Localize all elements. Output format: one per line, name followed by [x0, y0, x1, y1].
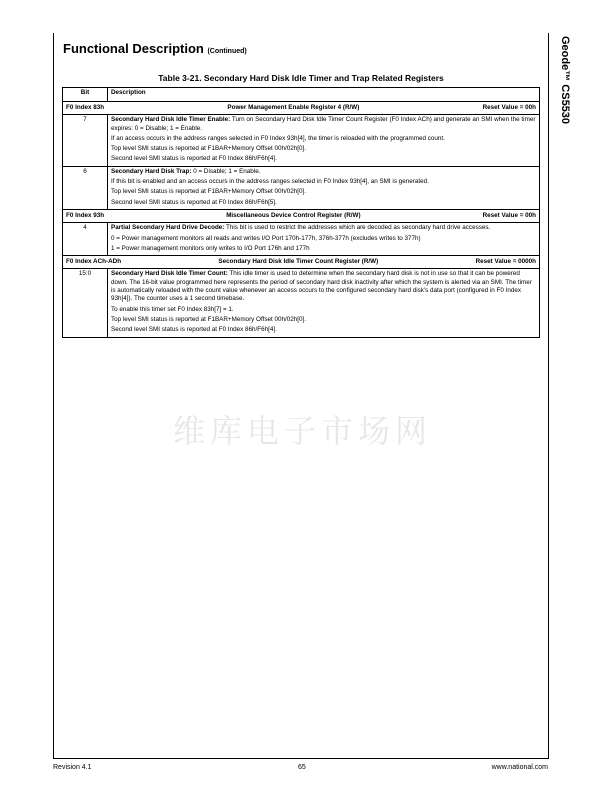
register-header-cell: [63, 209, 540, 222]
bit-description: [108, 115, 540, 166]
bit-description: [108, 223, 540, 256]
table-title: Table 3-21. Secondary Hard Disk Idle Timer and Trap Related Registers: [158, 73, 444, 83]
description-text: If this bit is enabled and an access occurs in the address ranges selected in F0 Index 93h[4], an SMI is generated.: [111, 178, 429, 186]
register-header-cell: [63, 102, 540, 115]
register-name: Secondary Hard Disk Idle Timer Count Register (R/W): [218, 258, 379, 266]
description-paragraph: [111, 235, 536, 243]
description-text: Second level SMI status is reported at F0 Index 86h/F6h[5].: [111, 198, 277, 206]
description-paragraph: [111, 188, 536, 196]
description-text: Second level SMI status is reported at F0 Index 86h/F6h[4].: [111, 155, 277, 163]
register-header-cell: [63, 256, 540, 269]
description-text: This idle timer is used to determine when the secondary hard disk is not in use so that it can be powered down. The 16-bit value programmed here represents the period of secondary hard disk inactivity after which the system is alerted via an SMI. The timer is automatically reloaded with the count value whenever an access occurs to the configured secondary hard disk's data port (configured in F0 Index 93h[4]). The counter uses a 1 second timebase.: [111, 270, 532, 303]
description-text: Turn on Secondary Hard Disk Idle Timer Count Register (F0 Index ACh) and generate an SMI when the timer expires: 0 = Disable; 1 = Enable.: [111, 116, 536, 132]
bit-number: 4: [63, 223, 108, 256]
bit-row: [63, 166, 540, 209]
header-description: Description: [108, 88, 540, 102]
bit-row: [63, 223, 540, 256]
register-table: [62, 87, 540, 338]
header-bit: Bit: [63, 88, 108, 102]
description-paragraph: [111, 168, 536, 176]
register-name: Power Management Enable Register 4 (R/W): [227, 104, 360, 111]
section-continued: (Continued): [207, 48, 247, 55]
description-text: This bit is used to restrict the addresses which are decoded as secondary hard drive accesses.: [224, 224, 491, 232]
description-paragraph: [111, 155, 536, 163]
table-header-row: [63, 88, 540, 102]
watermark: 维库电子市场网: [173, 412, 433, 450]
register-name: Miscellaneous Device Control Register (R/W): [226, 211, 361, 219]
register-header-row: [63, 209, 540, 222]
description-text: 0 = Power management monitors all reads and writes I/O Port 170h-177h, 376h-377h (excludes writes to 377h): [111, 234, 421, 242]
register-header: [66, 104, 536, 112]
register-header-row: [63, 102, 540, 115]
description-paragraph: [111, 245, 536, 253]
bit-number: 7: [63, 115, 108, 166]
bit-number: 6: [63, 166, 108, 209]
section-title: [63, 41, 247, 56]
register-reset-value: Reset Value = 00h: [482, 211, 536, 219]
description-paragraph: [111, 306, 536, 314]
description-paragraph: [111, 199, 536, 207]
bit-description: [108, 166, 540, 209]
register-index: F0 Index ACh-ADh: [66, 258, 122, 266]
bit-row: [63, 115, 540, 166]
bit-field-title: Partial Secondary Hard Drive Decode:: [111, 224, 225, 232]
register-header: [66, 258, 536, 266]
description-text: To enable this timer set F0 Index 83h[7] = 1.: [111, 305, 234, 313]
table-body: [63, 102, 540, 338]
register-index: F0 Index 93h: [66, 211, 105, 219]
description-paragraph: [111, 135, 536, 143]
description-paragraph: [111, 145, 536, 153]
description-paragraph: [111, 326, 536, 334]
description-paragraph: [111, 116, 536, 133]
description-paragraph: [111, 270, 536, 303]
description-text: Top level SMI status is reported at F1BAR+Memory Offset 00h/02h[0].: [111, 315, 307, 323]
description-text: Top level SMI status is reported at F1BAR+Memory Offset 00h/02h[0].: [111, 188, 307, 196]
description-paragraph: [111, 316, 536, 324]
bit-row: [63, 269, 540, 337]
footer-page-number: 65: [298, 764, 306, 771]
description-text: 0 = Disable; 1 = Enable.: [191, 167, 261, 175]
description-paragraph: [111, 178, 536, 186]
footer-website: www.national.com: [491, 764, 548, 771]
section-title-text: Functional Description: [63, 41, 204, 56]
description-text: 1 = Power management monitors only writes to I/O Port 176h and 177h: [111, 244, 310, 252]
register-index: F0 Index 83h: [66, 104, 105, 111]
bit-number: 15:0: [63, 269, 108, 337]
bit-field-title: Secondary Hard Disk Idle Timer Enable:: [111, 116, 231, 124]
side-title-text: Geode™ CS5530: [559, 36, 571, 125]
description-text: Second level SMI status is reported at F0 Index 86h/F6h[4].: [111, 326, 277, 334]
description-paragraph: [111, 224, 536, 232]
register-header: [66, 212, 536, 220]
register-reset-value: Reset Value = 0000h: [475, 258, 536, 266]
footer-revision: Revision 4.1: [53, 764, 92, 771]
description-text: If an access occurs in the address ranges selected in F0 Index 93h[4], the timer is reloaded with the programmed count.: [111, 134, 445, 142]
register-reset-value: Reset Value = 00h: [482, 104, 536, 111]
description-text: Top level SMI status is reported at F1BAR+Memory Offset 00h/02h[0].: [111, 145, 307, 153]
side-title: [555, 36, 573, 206]
bit-field-title: Secondary Hard Disk Trap:: [111, 167, 192, 175]
bit-field-title: Secondary Hard Disk Idle Timer Count:: [111, 270, 228, 278]
register-header-row: [63, 256, 540, 269]
bit-description: [108, 269, 540, 337]
